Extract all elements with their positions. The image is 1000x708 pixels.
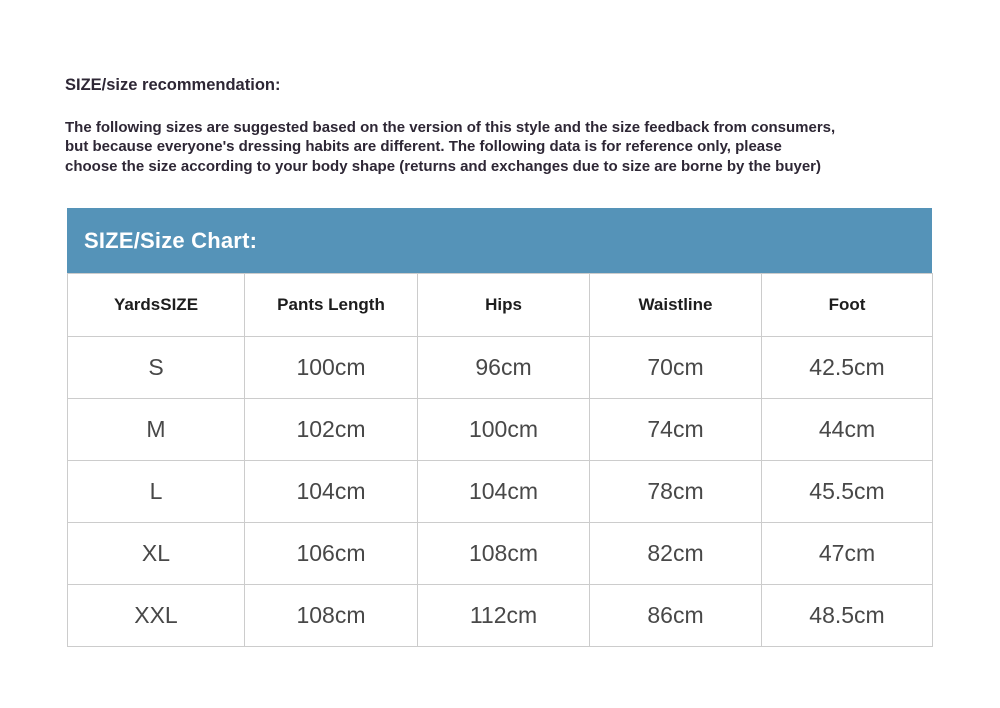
hips-cell: 108cm xyxy=(418,523,590,585)
pants-length-cell: 100cm xyxy=(245,337,418,399)
pants-length-cell: 104cm xyxy=(245,461,418,523)
size-chart-title: SIZE/Size Chart: xyxy=(84,227,258,253)
recommendation-line-1: The following sizes are suggested based on the version of this style and the size feedback from consumers, xyxy=(65,119,836,136)
pants-length-cell: 106cm xyxy=(245,523,418,585)
table-header-row xyxy=(68,274,933,337)
table-row-m xyxy=(68,399,933,461)
recommendation-text xyxy=(65,118,955,176)
recommendation-line-2: but because everyone's dressing habits are different. The following data is for reference only, please xyxy=(65,138,782,156)
hips-cell: 96cm xyxy=(418,337,590,399)
table-row-s xyxy=(68,337,933,399)
table-row-l xyxy=(68,461,933,523)
size-cell: L xyxy=(68,461,245,523)
size-chart-title-bar xyxy=(67,208,932,273)
waistline-cell: 82cm xyxy=(590,523,762,585)
foot-cell: 42.5cm xyxy=(762,337,933,399)
foot-cell: 47cm xyxy=(762,523,933,585)
waistline-cell: 86cm xyxy=(590,585,762,647)
column-header-pants-length: Pants Length xyxy=(245,274,418,337)
size-cell: S xyxy=(68,337,245,399)
table-row-xxl xyxy=(68,585,933,647)
column-header-hips: Hips xyxy=(418,274,590,337)
size-cell: XL xyxy=(68,523,245,585)
column-header-yards-size: YardsSIZE xyxy=(68,274,245,337)
waistline-cell: 74cm xyxy=(590,399,762,461)
size-cell: M xyxy=(68,399,245,461)
recommendation-line-3: choose the size according to your body shape (returns and exchanges due to size are borne by the buyer) xyxy=(65,157,822,175)
foot-cell: 45.5cm xyxy=(762,461,933,523)
hips-cell: 100cm xyxy=(418,399,590,461)
column-header-foot: Foot xyxy=(762,274,933,337)
size-cell: XXL xyxy=(68,585,245,647)
pants-length-cell: 108cm xyxy=(245,585,418,647)
hips-cell: 104cm xyxy=(418,461,590,523)
waistline-cell: 78cm xyxy=(590,461,762,523)
foot-cell: 48.5cm xyxy=(762,585,933,647)
recommendation-heading: SIZE/size recommendation: xyxy=(65,76,281,94)
pants-length-cell: 102cm xyxy=(245,399,418,461)
table-row-xl xyxy=(68,523,933,585)
size-chart-table xyxy=(67,273,933,647)
hips-cell: 112cm xyxy=(418,585,590,647)
waistline-cell: 70cm xyxy=(590,337,762,399)
foot-cell: 44cm xyxy=(762,399,933,461)
column-header-waistline: Waistline xyxy=(590,274,762,337)
